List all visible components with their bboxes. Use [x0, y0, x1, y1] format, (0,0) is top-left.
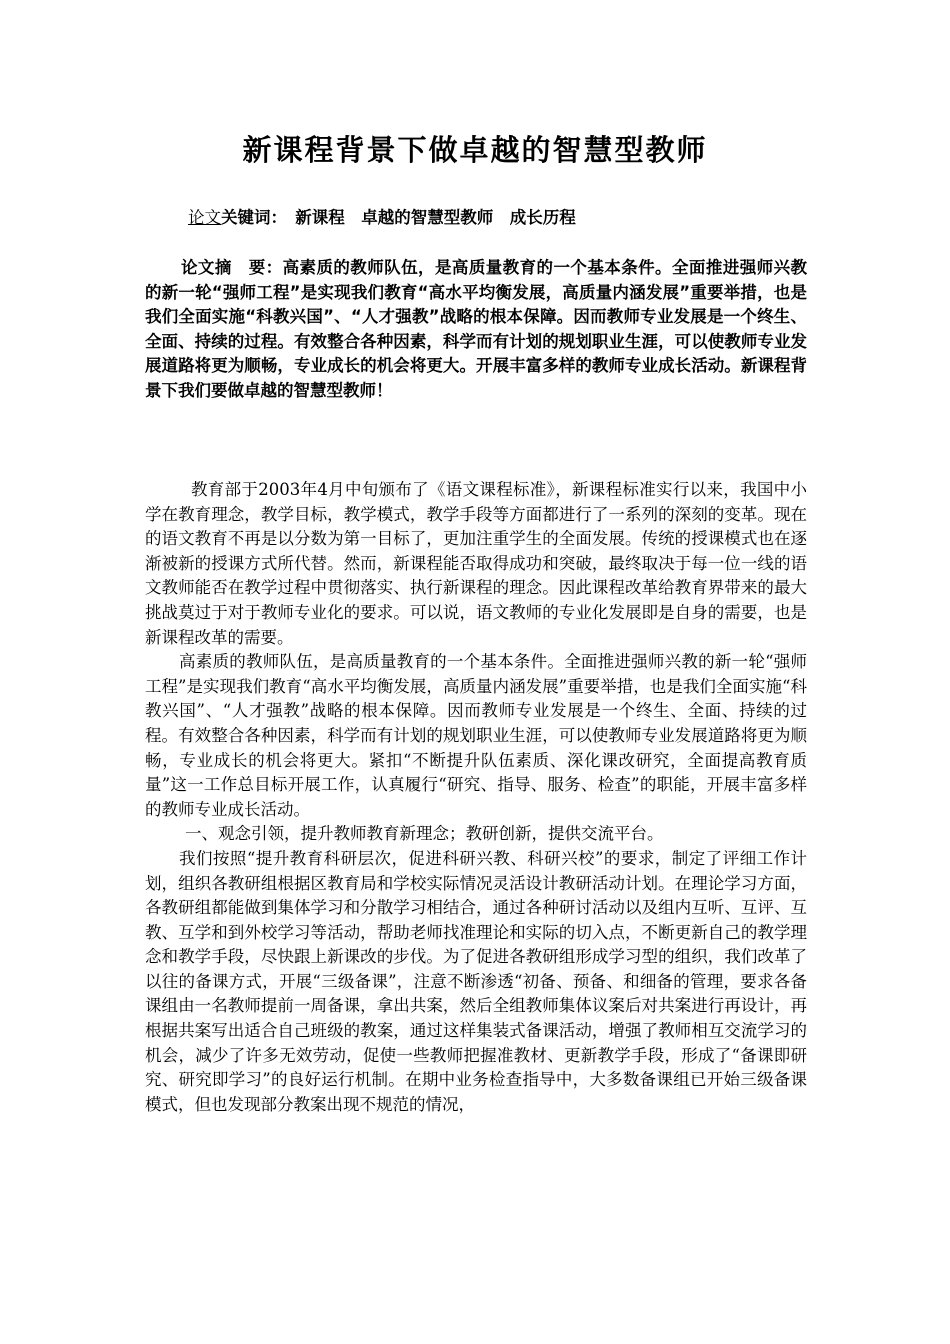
- body-paragraph: 我们按照“提升教育科研层次，促进科研兴教、科研兴校”的要求，制定了评细工作计划，组织各教研组根据区教育局和学校实际情况灵活设计教研活动计划。在理论学习方面，各教研组都能做到集体学习和分散学习相结合，通过各种研讨活动以及组内互听、互评、互教、互学和到外校学习等活动，帮助老师找准理论和实际的切入点，不断更新自己的教学理念和教学手段，尽快跟上新课改的步伐。为了促进各教研组形成学习型的组织，我们改革了以往的备课方式，开展“三级备课”，注意不断渗透“初备、预备、和细备的管理，要求各备课组由一名教师提前一周备课，拿出共案，然后全组教师集体议案后对共案进行再设计，再根据共案写出适合自己班级的教案，通过这样集装式备课活动，增强了教师相互交流学习的机会，减少了许多无效劳动，促使一些教师把握准教材、更新教学手段，形成了“备课即研究、研究即学习”的良好运行机制。在期中业务检查指导中，大多数备课组已开始三级备课模式，但也发现部分教案出现不规范的情况，: [145, 848, 807, 1114]
- document-title: 新课程背景下做卓越的智慧型教师: [242, 133, 708, 167]
- section-heading: 一、观念引领，提升教师教育新理念；教研创新，提供交流平台。: [185, 824, 664, 844]
- keywords-prefix-link[interactable]: 论文: [188, 208, 221, 227]
- body-paragraph: 教育部于2003年4月中旬颁布了《语文课程标准》，新课程标准实行以来，我国中小学在教育理念，教学目标，教学模式，教学手段等方面都进行了一系列的深刻的变革。现在的语文教育不再是以分数为第一目标了，更加注重学生的全面发展。传统的授课模式也在逐渐被新的授课方式所代替。然而，新课程能否取得成功和突破，最终取决于每一位一线的语文教师能否在教学过程中贯彻落实、执行新课程的理念。因此课程改革给教育界带来的最大挑战莫过于对于教师专业化的要求。可以说，语文教师的专业化发展即是自身的需要，也是新课程改革的需要。: [145, 480, 807, 647]
- keywords-label: 关键词：: [221, 208, 279, 227]
- abstract: 论文摘 要：高素质的教师队伍，是高质量教育的一个基本条件。全面推进强师兴教的新一轮“强师工程”是实现我们教育“高水平均衡发展，高质量内涵发展”重要举措，也是我们全面实施“科教兴国”、“人才强教”战略的根本保障。因而教师专业发展是一个终生、全面、持续的过程。有效整合各种因素，科学而有计划的规划职业生涯，可以使教师专业发展道路将更为顺畅，专业成长的机会将更大。开展丰富多样的教师专业成长活动。新课程背景下我们要做卓越的智慧型教师！: [145, 258, 807, 400]
- keywords-text: 新课程 卓越的智慧型教师 成长历程: [295, 208, 576, 227]
- body-paragraph: 高素质的教师队伍，是高质量教育的一个基本条件。全面推进强师兴教的新一轮“强师工程”是实现我们教育“高水平均衡发展，高质量内涵发展”重要举措，也是我们全面实施“科教兴国”、“人才强教”战略的根本保障。因而教师专业发展是一个终生、全面、持续的过程。有效整合各种因素，科学而有计划的规划职业生涯，可以使教师专业发展道路将更为顺畅，专业成长的机会将更大。紧扣“不断提升队伍素质、深化课改研究，全面提高教育质量”这一工作总目标开展工作，认真履行“研究、指导、服务、检查”的职能，开展丰富多样的教师专业成长活动。: [145, 652, 807, 819]
- keywords-line: [188, 204, 838, 228]
- body-text: [145, 478, 807, 1117]
